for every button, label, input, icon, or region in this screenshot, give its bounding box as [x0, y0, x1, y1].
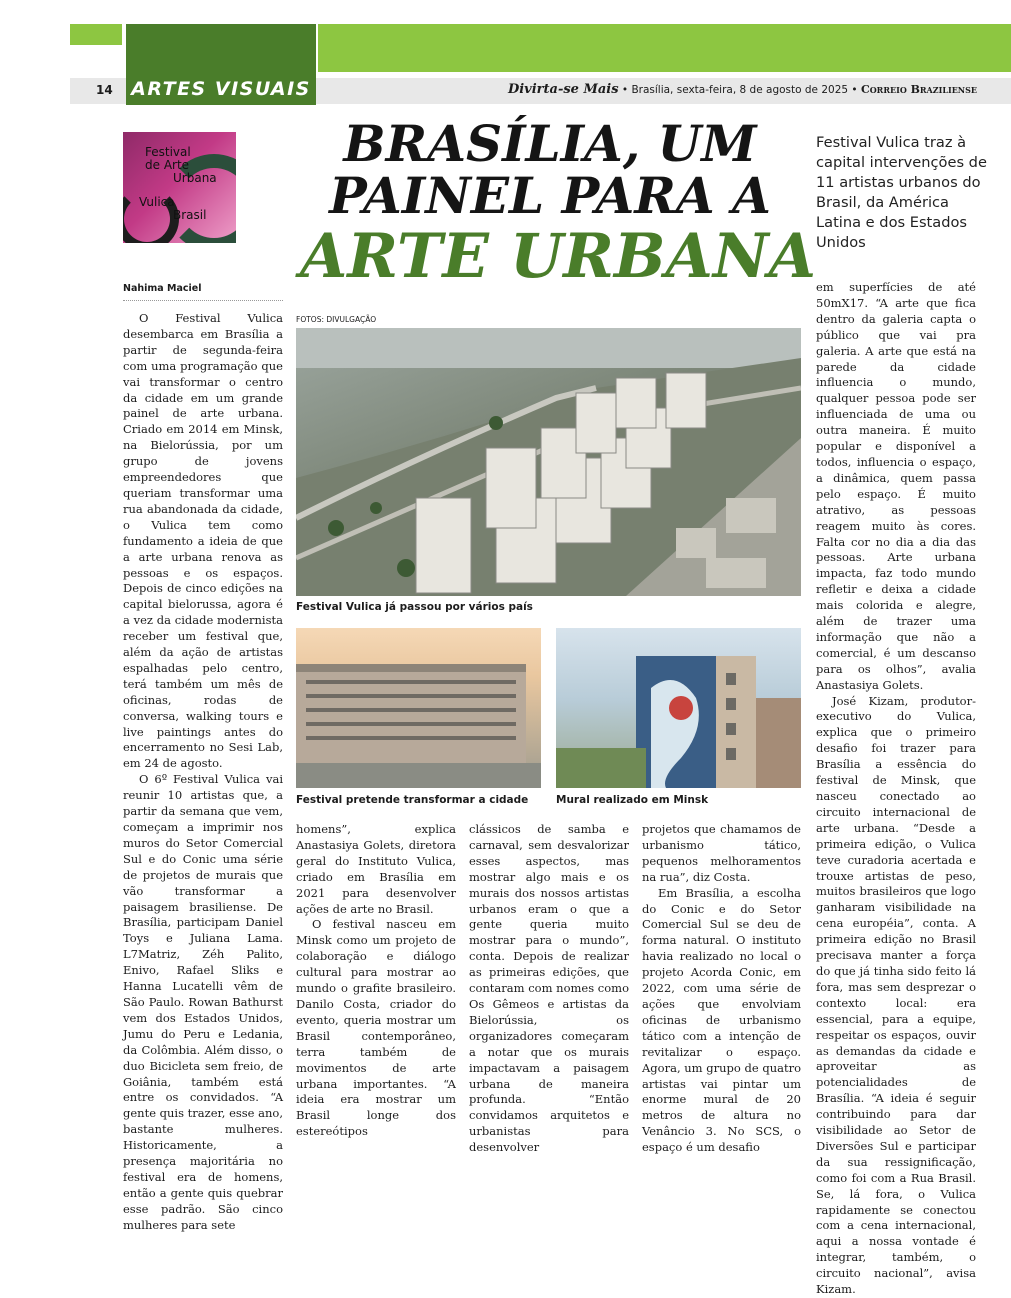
paragraph: José Kizam, produtor-executivo do Vulica, explica que o primeiro desafio foi trazer para Brasília a essência do festival de Minsk, que nasceu conectado ao circuito internacional de arte urbana. “Desde a primeira edição, o Vulica teve curadoria acertada e trouxe artistas de peso, muitos brasileiros que logo ganharam visibilidade na cena européia”, conta. A primeira edição no Brasil precisava manter a força do que já tinha sido feito lá fora, mas sem desprezar o contexto local: era essencial, para a equipe, respeitar os espaços, ouvir as demandas da cidade e aproveitar as potencialidades de Brasília. “A ideia é seguir contribuindo para dar visibilidade ao Setor de Diversões Sul e participar da sua ressignificação, como foi com a Rua Brasil. Se, lá fora, o Vulica rapidamente se conectou com a cena internacional, aqui a nossa vontade é integrar, também, o circuito nacional”, avisa Kizam. [816, 693, 976, 1297]
paragraph: homens”, explica Anastasiya Golets, diretora geral do Instituto Vulica, criado em Brasília em 2021 para desenvolver ações de arte no Brasil. [296, 822, 456, 916]
article-column-2 [296, 822, 456, 1140]
section-label: ARTES VISUAIS [131, 78, 311, 100]
logo-text: Vulica [139, 195, 175, 209]
magazine-name: Divirta-se Mais [507, 82, 619, 97]
headline-line: PAINEL PARA A [329, 166, 771, 225]
page-number: 14 [96, 83, 113, 97]
logo-text: Festival [145, 145, 191, 159]
headline-line: BRASÍLIA, UM [343, 114, 757, 173]
mural-illustration [556, 628, 801, 788]
aerial-city-illustration [296, 328, 801, 596]
paragraph: Em Brasília, a escolha do Conic e do Setor Comercial Sul se deu de forma natural. O instituto havia realizado no local o projeto Acorda Conic, em 2022, com uma série de ações que envolviam oficinas de urbanismo tático com a intenção de revitalizar o espaço. Agora, um grupo de quatro artistas vai pintar um enorme mural de 20 metros de altura no Venâncio 3. No SCS, o espaço é um desafio [642, 885, 801, 1155]
photo-mural-minsk [556, 628, 801, 788]
caption-building: Festival pretende transformar a cidade [296, 794, 529, 806]
paragraph: clássicos de samba e carnaval, sem desvalorizar esses aspectos, mas mostrar algo mais e os murais dos nossos artistas urbanos eram o que a gente queria muito mostrar para o mundo”, conta. Depois de realizar as primeiras edições, que contaram com nomes como Os Gêmeos e artistas da Bielorússia, os organizadores começaram a notar que os murais impactavam a paisagem urbana de maneira profunda. “Então convidamos arquitetos e urbanistas para desenvolver [469, 822, 629, 1155]
article-column-1 [123, 311, 283, 1234]
paragraph: O Festival Vulica desembarca em Brasília a partir de segunda-feira com uma programação que vai transformar o centro da cidade em um grande painel de arte urbana. Criado em 2014 em Minsk, na Bielorússia, por um grupo de jovens empreendedores que queriam transformar uma rua abandonada da cidade, o Vulica tem como fundamento a ideia de que a arte urbana renova as pessoas e os espaços. Depois de cinco edições na capital bielorussa, agora é a vez da cidade modernista receber um festival que, além da ação de artistas espalhadas pelo centro, terá também um mês de oficinas, rodas de conversa, walking tours e live paintings antes do encerramento no Sesi Lab, em 24 de agosto. [123, 311, 283, 771]
photo-brasilia-aerial [296, 328, 801, 596]
festival-logo [123, 132, 236, 243]
publication-name: Correio Braziliense [860, 83, 977, 96]
paragraph: projetos que chamamos de urbanismo tático, pequenos melhoramentos na rua”, diz Costa. [642, 822, 801, 884]
caption-main-photo: Festival Vulica já passou por vários país [296, 601, 533, 613]
article-column-5 [816, 280, 976, 1298]
subheadline: Festival Vulica traz à capital intervenções de 11 artistas urbanos do Brasil, da América Latina e dos Estados Unidos [816, 134, 987, 251]
headline [300, 114, 800, 225]
logo-text: Brasil [173, 208, 207, 222]
paragraph: O festival nasceu em Minsk como um projeto de colaboração e diálogo cultural para mostrar ao mundo o grafite brasileiro. Danilo Costa, criador do evento, queria mostrar um Brasil contemporâneo, terra também de movimentos de arte urbana importantes. “A ideia era mostrar um Brasil longe dos estereótipos [296, 917, 456, 1139]
building-illustration [296, 628, 541, 788]
caption-mural: Mural realizado em Minsk [556, 794, 709, 806]
separator-dot: • [851, 84, 858, 96]
byline: Nahima Maciel [123, 283, 202, 294]
header-dateline [508, 82, 977, 97]
paragraph: O 6º Festival Vulica vai reunir 10 artistas que, a partir da semana que vem, começam a imprimir nos muros do Setor Comercial Sul e do Conic uma série de projetos de murais que vão transformar a paisagem brasiliense. De Brasília, participam Daniel Toys e Juliana Lama. L7Matriz, Zéh Palito, Enivo, Rafael Sliks e Hanna Lucatelli vêm de São Paulo. Rowan Bathurst vem dos Estados Unidos, Jumu do Peru e Ledania, da Colômbia. Além disso, o duo Bicicleta sem freio, de Goiânia, também está entre os convidados. “A gente quis trazer, esse ano, bastante mulheres. Historicamente, a presença majoritária no festival era de homens, então a gente quis quebrar esse padrão. São cinco mulheres para sete [123, 772, 283, 1232]
header-accent-left [70, 24, 122, 45]
separator-dot: • [621, 84, 629, 96]
byline-divider [123, 300, 283, 301]
article-column-4 [642, 822, 801, 1156]
photo-building [296, 628, 541, 788]
header-accent-right [318, 24, 1011, 72]
article-column-3 [469, 822, 629, 1156]
photo-credit: FOTOS: DIVULGAÇÃO [296, 315, 377, 324]
paragraph: em superfícies de até 50mX17. “A arte que fica dentro da galeria capta o público que vai pra galeria. A arte que está na parede da cidade influencia o mundo, qualquer pessoa pode ser influenciada de uma ou outra maneira. É muito popular e disponível a todos, influencia o espaço, a dinâmica, quem passa pelo espaço. É muito atrativo, as pessoas reagem muito às cores. Falta cor no dia a dia das pessoas. Arte urbana impacta, faz todo mundo refletir e deixa a cidade mais colorida e alegre, além de trazer uma informação que não a comercial, é um descanso para os olhos”, avalia Anastasiya Golets. [816, 280, 976, 692]
headline-accent: ARTE URBANA [300, 221, 816, 292]
logo-text: Urbana [173, 171, 217, 185]
dateline: Brasília, sexta-feira, 8 de agosto de 2025 [631, 84, 849, 96]
logo-text: de Arte [145, 158, 190, 172]
